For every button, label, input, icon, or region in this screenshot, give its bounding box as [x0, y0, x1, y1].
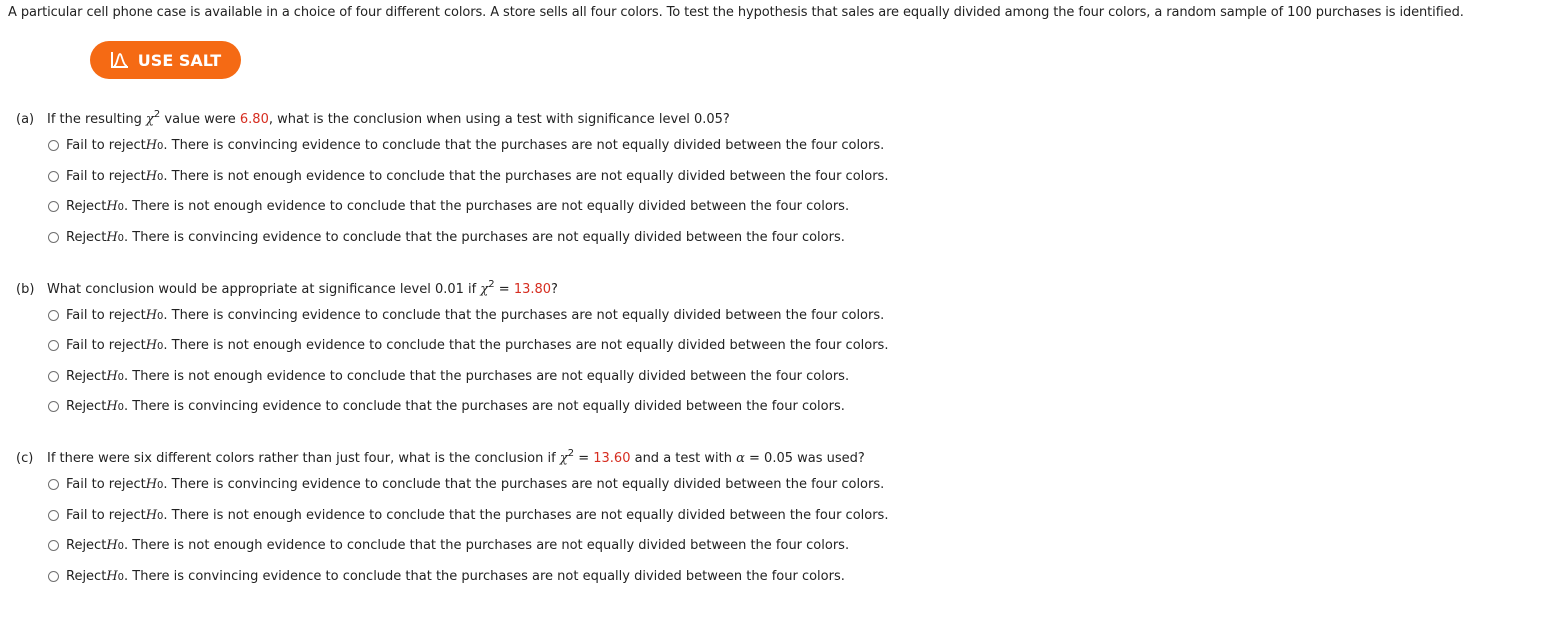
- option-b-4[interactable]: Reject H $_0$ . There is convincing evidence to conclude that the purchases are not equally divided between the four colors.: [48, 397, 845, 415]
- radio-b-2[interactable]: [48, 340, 59, 351]
- part-a-letter: (a): [16, 112, 35, 127]
- option-a-4[interactable]: Reject H $_0$ . There is convincing evidence to conclude that the purchases are not equally divided between the four colors.: [48, 228, 845, 246]
- radio-b-3[interactable]: [48, 371, 59, 382]
- use-salt-button[interactable]: [90, 41, 241, 79]
- radio-a-2[interactable]: [48, 171, 59, 182]
- part-b: [16, 278, 558, 299]
- option-a-1[interactable]: Fail to reject H $_0$ . There is convincing evidence to conclude that the purchases are not equally divided between the four colors.: [48, 136, 884, 154]
- chi-value-a: 6.80: [239, 112, 269, 127]
- option-b-2[interactable]: Fail to reject H $_0$ . There is not enough evidence to conclude that the purchases are not equally divided between the four colors.: [48, 336, 888, 354]
- radio-c-1[interactable]: [48, 479, 59, 490]
- part-c-question: (c) If there were six different colors rather than just four, what is the conclusion if $\chi^2 = 13.60$ and a test with α = 0.05 was used?: [16, 447, 865, 466]
- part-a-question: (a) If the resulting $\chi^2$ value were 6.80, what is the conclusion when using a test with significance level 0.05?: [16, 108, 730, 127]
- radio-a-4[interactable]: [48, 232, 59, 243]
- chi-value-c: 13.60: [593, 451, 631, 466]
- radio-b-1[interactable]: [48, 310, 59, 321]
- radio-c-3[interactable]: [48, 540, 59, 551]
- part-a: [16, 108, 730, 129]
- part-b-question: (b) What conclusion would be appropriate at significance level 0.01 if $\chi^2 = 13.80$?: [16, 278, 558, 297]
- option-a-3[interactable]: Reject H $_0$ . There is not enough evidence to conclude that the purchases are not equally divided between the four colors.: [48, 197, 849, 215]
- option-c-3[interactable]: Reject H $_0$ . There is not enough evidence to conclude that the purchases are not equally divided between the four colors.: [48, 536, 849, 554]
- option-b-1[interactable]: Fail to reject H $_0$ . There is convincing evidence to conclude that the purchases are not equally divided between the four colors.: [48, 306, 884, 324]
- radio-a-1[interactable]: [48, 140, 59, 151]
- radio-c-4[interactable]: [48, 571, 59, 582]
- option-c-1[interactable]: Fail to reject H $_0$ . There is convincing evidence to conclude that the purchases are not equally divided between the four colors.: [48, 475, 884, 493]
- radio-a-3[interactable]: [48, 201, 59, 212]
- salt-chart-icon: [110, 51, 130, 69]
- use-salt-label: USE SALT: [137, 50, 222, 70]
- option-c-4[interactable]: Reject H $_0$ . There is convincing evidence to conclude that the purchases are not equally divided between the four colors.: [48, 567, 845, 585]
- option-b-3[interactable]: Reject H $_0$ . There is not enough evidence to conclude that the purchases are not equally divided between the four colors.: [48, 367, 849, 385]
- option-a-2[interactable]: Fail to reject H $_0$ . There is not enough evidence to conclude that the purchases are not equally divided between the four colors.: [48, 167, 888, 185]
- option-c-2[interactable]: Fail to reject H $_0$ . There is not enough evidence to conclude that the purchases are not equally divided between the four colors.: [48, 506, 888, 524]
- part-c: [16, 447, 865, 468]
- part-b-letter: (b): [16, 282, 35, 297]
- part-c-letter: (c): [16, 451, 34, 466]
- chi-value-b: 13.80: [513, 282, 552, 297]
- radio-b-4[interactable]: [48, 401, 59, 412]
- problem-statement: A particular cell phone case is available in a choice of four different colors. A store sells all four colors. To test the hypothesis that sales are equally divided among the four colors, a random sample of 100 purchases is identified.: [8, 5, 1464, 20]
- radio-c-2[interactable]: [48, 510, 59, 521]
